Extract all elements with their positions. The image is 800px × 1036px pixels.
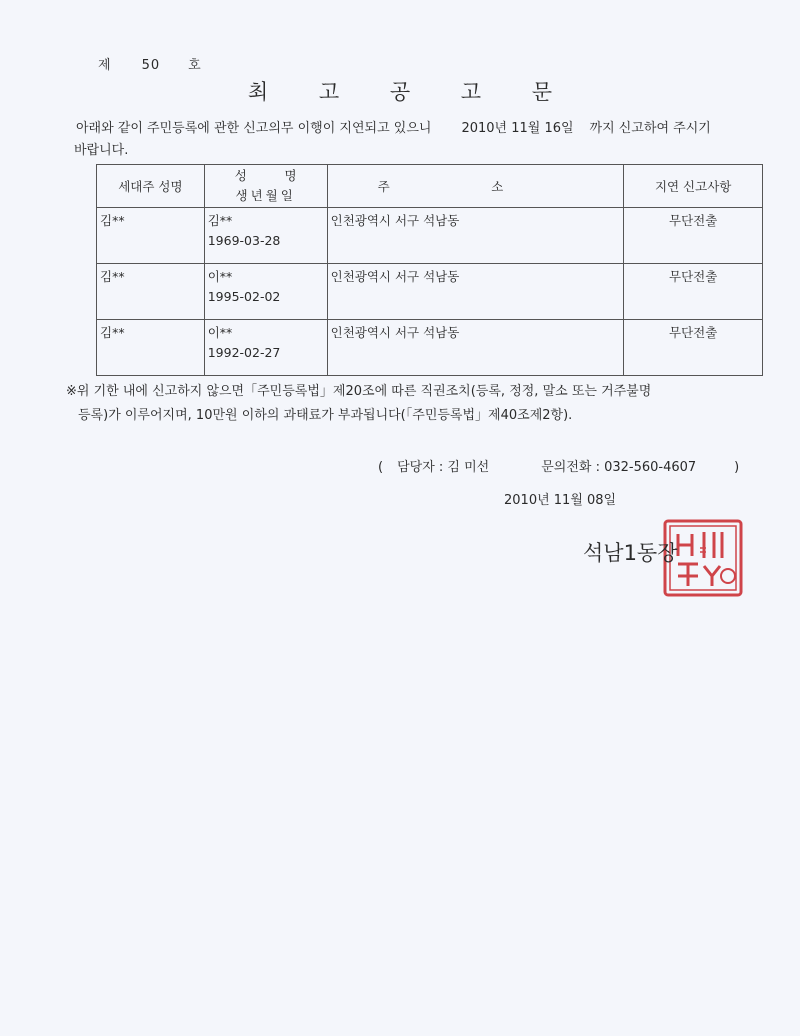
header-address-2: 소: [491, 179, 504, 194]
cell-householder: 김**: [97, 320, 205, 376]
header-householder: 세대주 성명: [97, 165, 205, 208]
cell-item: 무단전출: [624, 320, 763, 376]
footnote: [66, 380, 776, 428]
cell-address: 인천광역시 서구 석남동: [327, 320, 624, 376]
header-birth: 생년월일: [235, 188, 296, 203]
intro-text-line2: 바랍니다.: [74, 143, 129, 158]
doc-number-prefix: 제: [98, 58, 112, 73]
header-address-1: 주: [377, 179, 390, 194]
table-row: [97, 320, 763, 376]
cell-birth: 1992-02-27: [207, 345, 281, 360]
footnote-line1: ※위 기한 내에 신고하지 않으면「주민등록법」제20조에 따른 직권조치(등록, 정정, 말소 또는 거주불명: [66, 384, 652, 399]
header-name-2: 명: [284, 168, 297, 183]
intro-text-start: 아래와 같이 주민등록에 관한 신고의무 이행이 지연되고 있으니: [76, 121, 432, 136]
document-number: [98, 54, 202, 73]
contact-manager: 담당자 : 김 미선: [397, 460, 490, 475]
contact-close-paren: ): [734, 460, 740, 475]
table-row: [97, 208, 763, 264]
intro-deadline: 2010년 11월 16일: [461, 121, 574, 136]
cell-name-birth: [204, 320, 327, 376]
contact-line: [378, 456, 739, 475]
cell-item: 무단전출: [624, 264, 763, 320]
cell-name: 김**: [207, 213, 233, 228]
header-late-item: 지연 신고사항: [624, 165, 763, 208]
header-name-birth: [204, 165, 327, 208]
signer-title: 석남1동장: [583, 541, 678, 565]
footnote-line2: 등록)가 이루어지며, 10만원 이하의 과태료가 부과됩니다(「주민등록법」제40조제2항).: [78, 408, 573, 423]
cell-name-birth: [204, 208, 327, 264]
cell-name: 이**: [207, 269, 233, 284]
cell-name-birth: [204, 264, 327, 320]
cell-address: 인천광역시 서구 석남동: [327, 208, 624, 264]
contact-phone: 문의전화 : 032-560-4607: [541, 460, 697, 475]
document-title: 최 고 공 고 문: [247, 80, 575, 104]
cell-item: 무단전출: [624, 208, 763, 264]
table-header-row: [97, 165, 763, 208]
header-name-1: 성: [234, 168, 247, 183]
intro-text-end: 까지 신고하여 주시기: [589, 121, 711, 136]
doc-number-value: 50: [141, 58, 161, 73]
cell-birth: 1995-02-02: [207, 289, 281, 304]
intro-paragraph: [76, 118, 776, 162]
doc-number-suffix: 호: [188, 58, 202, 73]
cell-householder: 김**: [97, 264, 205, 320]
notice-table: [96, 164, 763, 376]
issue-date: 2010년 11월 08일: [504, 493, 617, 508]
cell-address: 인천광역시 서구 석남동: [327, 264, 624, 320]
cell-householder: 김**: [97, 208, 205, 264]
cell-name: 이**: [207, 325, 233, 340]
cell-birth: 1969-03-28: [207, 233, 281, 248]
table-row: [97, 264, 763, 320]
contact-open-paren: (: [378, 460, 384, 475]
header-address: [327, 165, 624, 208]
